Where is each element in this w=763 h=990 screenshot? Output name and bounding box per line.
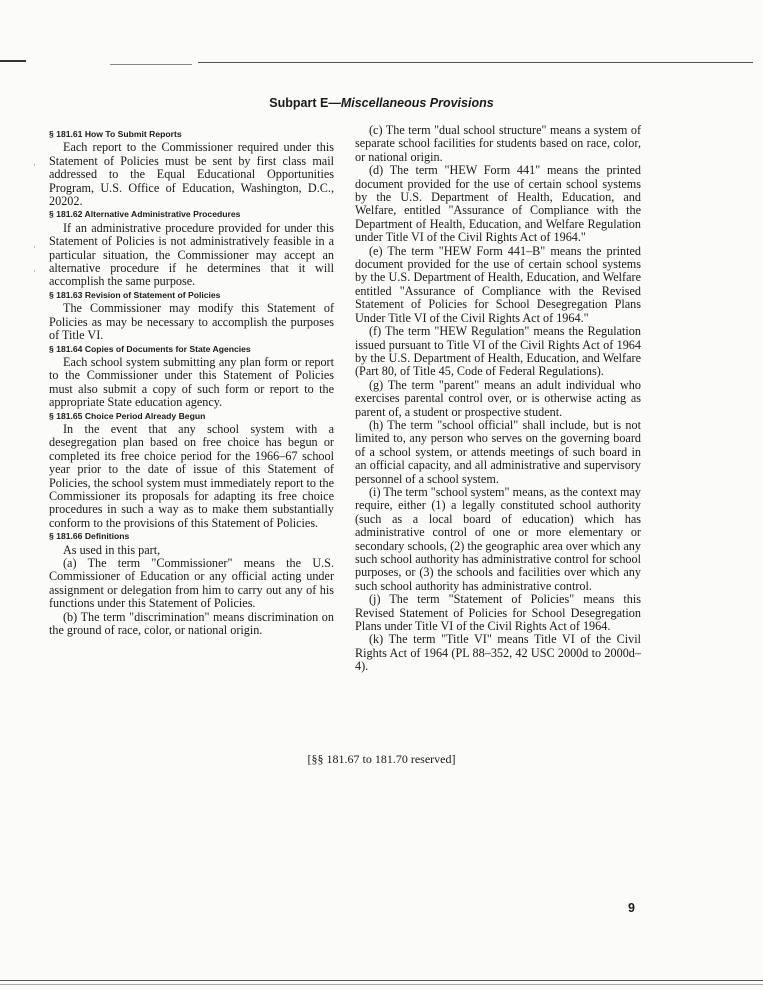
paragraph: (j) The term "Statement of Policies" means this Revised Statement of Policies for School Desegregation Plans under Title VI of the Civil Rights Act of 1964.	[355, 592, 641, 634]
page-number: 9	[628, 901, 635, 915]
paragraph: (e) The term "HEW Form 441–B" means the printed document provided for the use of certain school systems by the U.S. Department of Health, Education, and Welfare entitled "Assurance of Compliance with the Revised Statement of Policies for School Desegregation Plans Under Title VI of the Civil Rights Act of 1964."	[355, 243, 641, 325]
top-rule-left	[0, 60, 26, 62]
paragraph: (k) The term "Title VI" means Title VI of the Civil Rights Act of 1964 (PL 88–352, 42 USC 2000d to 2000d–4).	[355, 632, 641, 674]
margin-dot: ·	[33, 266, 36, 276]
paragraph: (a) The term "Commissioner" means the U.S. Commissioner of Education or any official acting under assignment or delegation from him to carry out any of his functions under this Statement of Policies.	[49, 556, 334, 611]
right-column	[355, 124, 641, 674]
heading-title: Miscellaneous Provisions	[340, 96, 494, 110]
reserved-note: [§§ 181.67 to 181.70 reserved]	[307, 752, 456, 766]
paragraph: (i) The term "school system" means, as the context may require, either (1) a legally constituted school authority (such as a local board of education) which has administrative control of one or more elementary or secondary schools, (2) the geographic area over which any such school authority has administrative control for school purposes, or (3) the schools and facilities over which any such school authority has administrative control.	[355, 484, 642, 593]
bottom-rule-faint	[0, 984, 763, 985]
paragraph: Each school system submitting any plan form or report to the Commissioner under this Statement of Policies must also submit a copy of such form or report to the appropriate State education agency.	[49, 354, 334, 410]
paragraph: (d) The term "HEW Form 441" means the printed document provided for the use of certain school systems by the U.S. Department of Health, Education, and Welfare, entitled "Assurance of Compliance with the Department of Health, Education, and Welfare Regulation under Title VI of the Civil Rights Act of 1964."	[355, 163, 641, 245]
paragraph: In the event that any school system with a desegregation plan based on free choice has begun or completed its free choice period for the 1966–67 school year prior to the date of issue of this Statement of Policies, the school system must immediately report to the Commissioner its proposals for adapting its free choice procedures in such a way as to make them substantially conform to the provisions of this Statement of Policies.	[49, 421, 334, 530]
subpart-heading	[0, 96, 763, 110]
paragraph: (g) The term "parent" means an adult individual who exercises parental control over, or is otherwise acting as parent of, a student or prospective student.	[355, 377, 641, 419]
paragraph: As used in this part,	[63, 542, 161, 557]
section-heading: § 181.63 Revision of Statement of Policies	[49, 289, 221, 300]
heading-prefix: Subpart E—	[269, 96, 341, 110]
paragraph: (c) The term "dual school structure" means a system of separate school facilities for students based on race, color, or national origin.	[355, 123, 641, 164]
section-heading: § 181.65 Choice Period Already Begun	[49, 410, 206, 421]
section-heading: § 181.64 Copies of Documents for State Agencies	[49, 343, 251, 354]
margin-dot: ·	[33, 242, 36, 252]
bottom-rule	[0, 980, 763, 981]
paragraph: Each report to the Commissioner required under this Statement of Policies must be sent by first class mail addressed to the Equal Educational Opportunities Program, U.S. Office of Education, Washington, D.C., 20202.	[49, 140, 334, 209]
top-rule-short	[110, 64, 192, 65]
paragraph: If an administrative procedure provided for under this Statement of Policies is not administratively feasible in a particular situation, the Commissioner may accept an alternative procedure if he determines that it will accomplish the same purpose.	[49, 220, 334, 289]
left-column	[49, 124, 334, 637]
margin-dot: ·	[33, 160, 36, 170]
section-heading: § 181.61 How To Submit Reports	[49, 129, 182, 139]
paragraph: (h) The term "school official" shall include, but is not limited to, any person who serves on the governing board of a school system, or attends meetings of such board in an official capacity, and all administrative and supervisory personnel of a school system.	[355, 417, 641, 486]
section-heading: § 181.62 Alternative Administrative Procedures	[49, 209, 241, 220]
paragraph: The Commissioner may modify this Statement of Policies as may be necessary to accomplish the purposes of Title VI.	[49, 301, 334, 343]
paragraph: (f) The term "HEW Regulation" means the Regulation issued pursuant to Title VI of the Civil Rights Act of 1964 by the U.S. Department of Health, Education, and Welfare (Part 80, of Title 45, Code of Federal Regulations).	[355, 324, 641, 379]
top-rule-long	[198, 62, 753, 63]
paragraph: (b) The term "discrimination" means discrimination on the ground of race, color, or national origin.	[49, 609, 334, 638]
section-heading: § 181.66 Definitions	[49, 531, 130, 542]
